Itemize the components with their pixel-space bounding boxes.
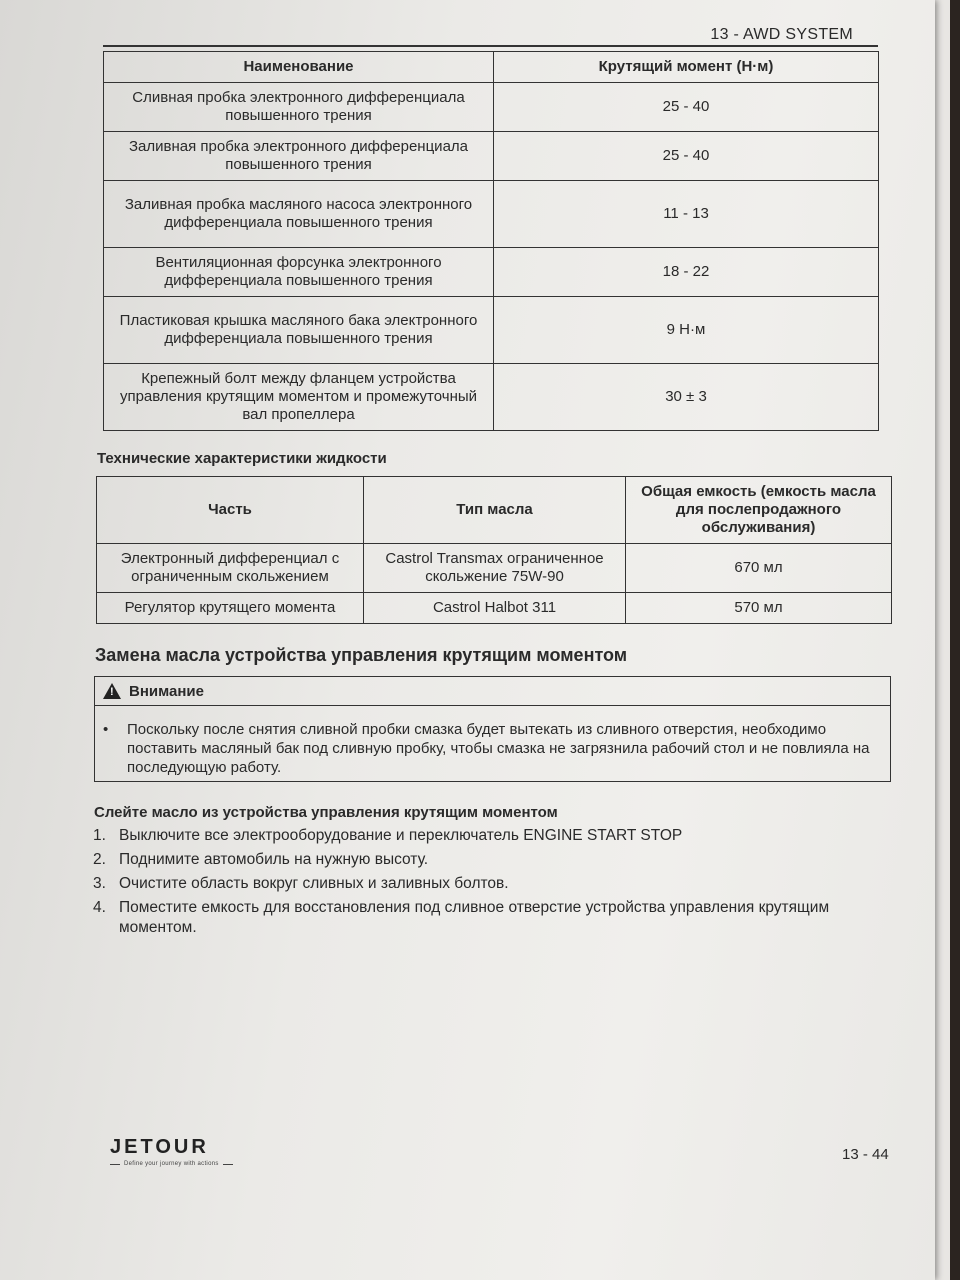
warning-title: Внимание bbox=[129, 682, 204, 700]
list-item bbox=[93, 874, 853, 894]
table-header-row bbox=[104, 52, 879, 83]
drain-procedure-title: Слейте масло из устройства управления крутящим моментом bbox=[94, 804, 558, 821]
warning-triangle-icon: ! bbox=[103, 683, 121, 699]
table-header-row bbox=[97, 477, 892, 544]
procedure-steps bbox=[93, 826, 853, 942]
torque-item-name: Сливная пробка электронного дифференциала повышенного трения bbox=[104, 83, 494, 132]
fluid-capacity: 570 мл bbox=[626, 593, 892, 624]
step-text: Очистите область вокруг сливных и заливных болтов. bbox=[119, 875, 509, 892]
torque-item-name: Вентиляционная форсунка электронного дифференциала повышенного трения bbox=[104, 248, 494, 297]
table-row bbox=[104, 181, 879, 248]
fluid-part: Электронный дифференциал с ограниченным скольжением bbox=[97, 544, 364, 593]
jetour-logo bbox=[110, 1136, 233, 1167]
torque-item-value: 25 - 40 bbox=[494, 132, 879, 181]
torque-item-name: Крепежный болт между фланцем устройства управления крутящим моментом и промежуточный вал пропеллера bbox=[104, 364, 494, 431]
warning-box bbox=[94, 676, 891, 782]
column-header: Часть bbox=[97, 477, 364, 544]
list-item bbox=[93, 850, 853, 870]
fluid-table bbox=[96, 476, 892, 624]
list-item bbox=[93, 826, 853, 846]
warning-text: Поскольку после снятия сливной пробки смазка будет вытекать из сливного отверстия, необходимо поставить масляный бак под сливную пробку, чтобы смазка не загрязнила рабочий стол и не повлияла на последующую работу. bbox=[127, 721, 870, 776]
table-row bbox=[104, 132, 879, 181]
table-row bbox=[104, 364, 879, 431]
fluid-specs-title: Технические характеристики жидкости bbox=[97, 450, 387, 467]
torque-item-name: Заливная пробка электронного дифференциала повышенного трения bbox=[104, 132, 494, 181]
column-header: Крутящий момент (Н·м) bbox=[494, 52, 879, 83]
logo-tagline-row bbox=[110, 1161, 233, 1167]
header-rule bbox=[103, 45, 878, 47]
torque-item-value: 9 Н·м bbox=[494, 297, 879, 364]
step-text: Поместите емкость для восстановления под сливное отверстие устройства управления крутящим моментом. bbox=[119, 899, 830, 936]
torque-item-name: Пластиковая крышка масляного бака электронного дифференциала повышенного трения bbox=[104, 297, 494, 364]
torque-table bbox=[103, 51, 879, 431]
bullet: • bbox=[103, 721, 109, 738]
step-text: Поднимите автомобиль на нужную высоту. bbox=[119, 851, 429, 868]
table-row bbox=[104, 248, 879, 297]
fluid-oil-type: Castrol Transmax ограниченное скольжение 75W-90 bbox=[364, 544, 626, 593]
section-header: 13 - AWD SYSTEM bbox=[710, 26, 853, 43]
table-row bbox=[104, 297, 879, 364]
torque-item-value: 18 - 22 bbox=[494, 248, 879, 297]
page-number: 13 - 44 bbox=[842, 1146, 889, 1163]
torque-item-value: 11 - 13 bbox=[494, 181, 879, 248]
warning-body bbox=[95, 706, 890, 777]
step-number: 4. bbox=[93, 899, 106, 916]
column-header: Тип масла bbox=[364, 477, 626, 544]
torque-item-name: Заливная пробка масляного насоса электронного дифференциала повышенного трения bbox=[104, 181, 494, 248]
column-header: Общая емкость (емкость масла для послепродажного обслуживания) bbox=[626, 477, 892, 544]
torque-item-value: 30 ± 3 bbox=[494, 364, 879, 431]
fluid-capacity: 670 мл bbox=[626, 544, 892, 593]
fluid-oil-type: Castrol Halbot 311 bbox=[364, 593, 626, 624]
step-number: 2. bbox=[93, 851, 106, 868]
oil-change-heading: Замена масла устройства управления крутящим моментом bbox=[95, 645, 628, 665]
fluid-part: Регулятор крутящего момента bbox=[97, 593, 364, 624]
column-header: Наименование bbox=[104, 52, 494, 83]
step-number: 3. bbox=[93, 875, 106, 892]
logo-wordmark: JETOUR bbox=[110, 1136, 209, 1158]
table-row bbox=[97, 593, 892, 624]
warning-header bbox=[95, 677, 890, 706]
table-row bbox=[97, 544, 892, 593]
step-number: 1. bbox=[93, 827, 106, 844]
list-item bbox=[93, 898, 853, 938]
table-row bbox=[104, 83, 879, 132]
logo-tagline: Define your journey with actions bbox=[124, 1161, 219, 1167]
step-text: Выключите все электрооборудование и переключатель ENGINE START STOP bbox=[119, 827, 683, 844]
torque-item-value: 25 - 40 bbox=[494, 83, 879, 132]
